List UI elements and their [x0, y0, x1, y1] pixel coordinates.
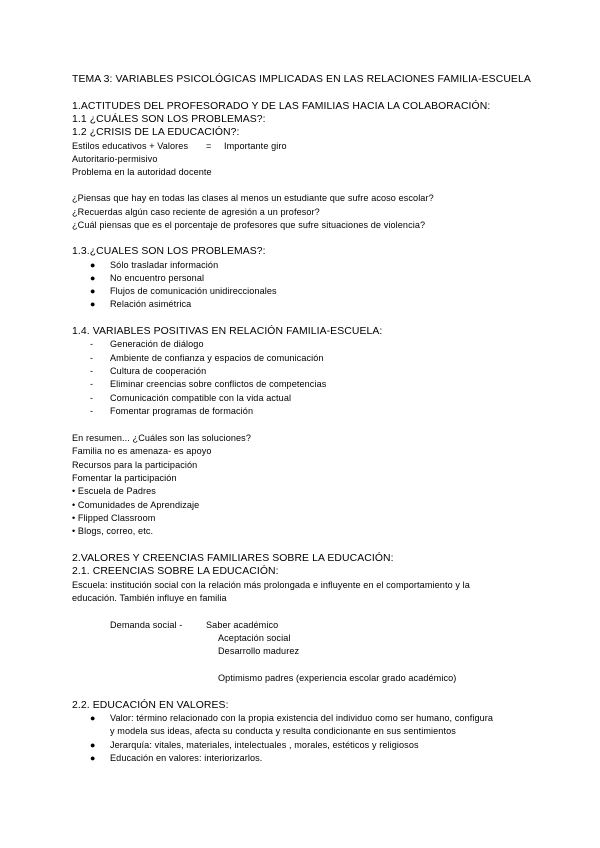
summary-line: Fomentar la participación [72, 473, 177, 483]
list-item: Cultura de cooperación [110, 366, 207, 376]
summary-line: • Blogs, correo, etc. [72, 526, 154, 536]
bullet-dash-icon: - [90, 353, 93, 363]
subsection-1-2-heading: 1.2 ¿CRISIS DE LA EDUCACIÓN?: [72, 127, 240, 138]
summary-line: • Comunidades de Aprendizaje [72, 500, 200, 510]
bullet-dot-icon: ● [90, 260, 96, 270]
summary-line: Familia no es amenaza- es apoyo [72, 446, 212, 456]
list-item-continuation: y modela sus ideas, afecta su conducta y resulta condicionante en sus sentimientos [110, 726, 456, 736]
list-item: Valor: término relacionado con la propia existencia del individuo como ser humano, configura [110, 713, 494, 723]
bullet-dot-icon: ● [90, 740, 96, 750]
summary-line: • Escuela de Padres [72, 486, 156, 496]
text-line: Escuela: institución social con la relación más prolongada e influyente en el comportamiento y la [72, 580, 470, 590]
demand-item: Saber académico [206, 620, 279, 630]
list-item: Generación de diálogo [110, 339, 204, 349]
equation-operator: = [206, 141, 212, 151]
optimism-line: Optimismo padres (experiencia escolar grado académico) [218, 673, 457, 683]
bullet-dash-icon: - [90, 379, 93, 389]
bullet-dot-icon: ● [90, 753, 96, 763]
question-line: ¿Cuál piensas que es el porcentaje de profesores que sufre situaciones de violencia? [72, 220, 426, 230]
subsection-2-2-heading: 2.2. EDUCACIÓN EN VALORES: [72, 700, 229, 711]
bullet-dot-icon: ● [90, 299, 96, 309]
bullet-dot-icon: ● [90, 713, 96, 723]
bullet-dash-icon: - [90, 339, 93, 349]
list-item: Educación en valores: interiorizarlos. [110, 753, 263, 763]
summary-line: • Flipped Classroom [72, 513, 156, 523]
subsection-2-1-heading: 2.1. CREENCIAS SOBRE LA EDUCACIÓN: [72, 566, 279, 577]
list-item: Relación asimétrica [110, 299, 192, 309]
bullet-dash-icon: - [90, 406, 93, 416]
section-1-heading: 1.ACTITUDES DEL PROFESORADO Y DE LAS FAMILIAS HACIA LA COLABORACIÓN: [72, 101, 491, 112]
bullet-dash-icon: - [90, 393, 93, 403]
subsection-1-3-heading: 1.3.¿CUALES SON LOS PROBLEMAS?: [72, 246, 266, 257]
list-item: Fomentar programas de formación [110, 406, 254, 416]
question-line: ¿Piensas que hay en todas las clases al menos un estudiante que sufre acoso escolar? [72, 193, 434, 203]
text-line: educación. También influye en familia [72, 593, 227, 603]
list-item: Flujos de comunicación unidireccionales [110, 286, 277, 296]
list-item: Sólo trasladar información [110, 260, 219, 270]
list-item: Comunicación compatible con la vida actual [110, 393, 292, 403]
summary-line: Recursos para la participación [72, 460, 198, 470]
list-item: Eliminar creencias sobre conflictos de competencias [110, 379, 327, 389]
demand-item: Desarrollo madurez [218, 646, 300, 656]
demand-item: Aceptación social [218, 633, 291, 643]
section-2-heading: 2.VALORES Y CREENCIAS FAMILIARES SOBRE LA EDUCACIÓN: [72, 553, 394, 564]
list-item: Ambiente de confianza y espacios de comunicación [110, 353, 324, 363]
text-line: Problema en la autoridad docente [72, 167, 212, 177]
summary-line: En resumen... ¿Cuáles son las soluciones? [72, 433, 251, 443]
equation-left: Estilos educativos + Valores [72, 141, 189, 151]
text-line: Autoritario-permisivo [72, 154, 158, 164]
bullet-dash-icon: - [90, 366, 93, 376]
question-line: ¿Recuerdas algún caso reciente de agresión a un profesor? [72, 207, 320, 217]
demand-label: Demanda social - [110, 620, 183, 630]
subsection-1-1-heading: 1.1 ¿CUÁLES SON LOS PROBLEMAS?: [72, 114, 266, 125]
equation-right: Importante giro [224, 141, 287, 151]
subsection-1-4-heading: 1.4. VARIABLES POSITIVAS EN RELACIÓN FAMILIA-ESCUELA: [72, 326, 383, 337]
document-title: TEMA 3: VARIABLES PSICOLÓGICAS IMPLICADAS EN LAS RELACIONES FAMILIA-ESCUELA [72, 74, 531, 85]
list-item: No encuentro personal [110, 273, 205, 283]
list-item: Jerarquía: vitales, materiales, intelectuales , morales, estéticos y religiosos [110, 740, 419, 750]
bullet-dot-icon: ● [90, 286, 96, 296]
bullet-dot-icon: ● [90, 273, 96, 283]
